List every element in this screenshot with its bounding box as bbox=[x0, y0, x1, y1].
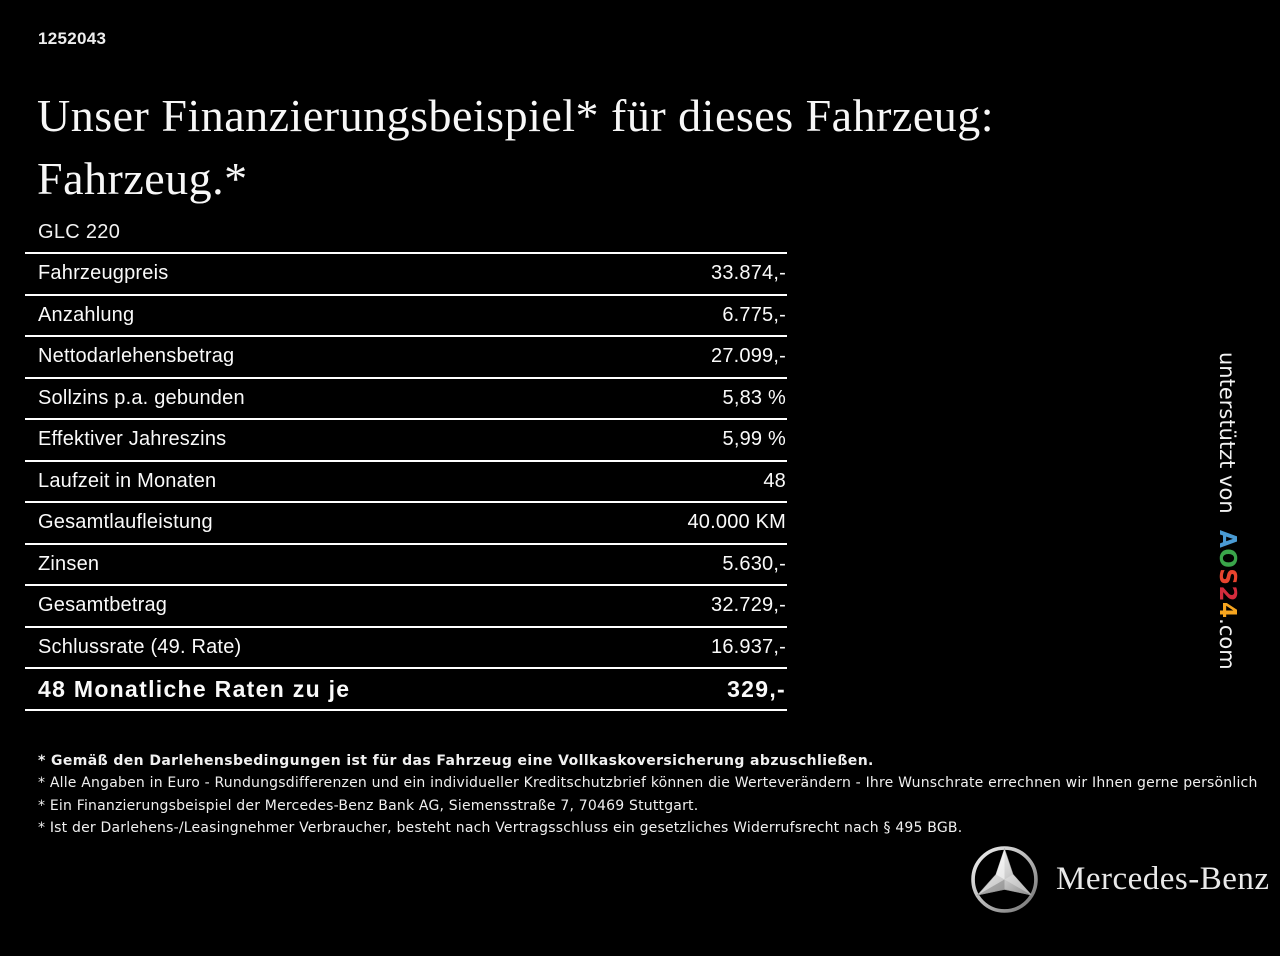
row-label: Laufzeit in Monaten bbox=[38, 469, 217, 492]
table-row bbox=[25, 543, 787, 585]
row-label: Anzahlung bbox=[38, 303, 135, 326]
supported-by-watermark bbox=[1214, 352, 1240, 712]
row-value: 27.099,- bbox=[711, 345, 786, 368]
row-value: 6.775,- bbox=[722, 303, 786, 326]
row-label: Fahrzeugpreis bbox=[38, 262, 169, 285]
aos24-letter-s: S bbox=[1214, 568, 1240, 586]
table-row bbox=[25, 584, 787, 626]
aos24-letter-2: 2 bbox=[1214, 585, 1240, 602]
row-label: Nettodarlehensbetrag bbox=[38, 345, 235, 368]
row-label: Gesamtlaufleistung bbox=[38, 511, 213, 534]
offer-id: 1252043 bbox=[38, 29, 107, 48]
row-label: Effektiver Jahreszins bbox=[38, 428, 227, 451]
footnote-bank: * Ein Finanzierungsbeispiel der Mercedes-Benz Bank AG, Siemensstraße 7, 70469 Stuttgart. bbox=[38, 797, 699, 814]
page-title bbox=[37, 84, 994, 210]
row-label: 48 Monatliche Raten zu je bbox=[38, 675, 351, 702]
aos24-logo bbox=[1214, 530, 1240, 618]
row-label: Schlussrate (49. Rate) bbox=[38, 635, 242, 658]
table-row bbox=[25, 460, 787, 502]
watermark-prefix: unterstützt von bbox=[1215, 352, 1239, 514]
footnote-insurance: * Gemäß den Darlehensbedingungen ist für das Fahrzeug eine Vollkaskoversicherung abzuschließen. bbox=[38, 753, 874, 769]
page-title-line2: Fahrzeug.* bbox=[37, 153, 248, 204]
mercedes-benz-brand bbox=[969, 844, 1270, 915]
row-value: 48 bbox=[763, 469, 786, 492]
row-value: 5,83 % bbox=[722, 386, 786, 409]
table-row bbox=[25, 294, 787, 336]
row-value: 33.874,- bbox=[711, 262, 786, 285]
row-value: 5,99 % bbox=[722, 428, 786, 451]
page-title-line1: Unser Finanzierungsbeispiel* für dieses Fahrzeug: bbox=[37, 90, 995, 141]
row-value: 5.630,- bbox=[722, 552, 786, 575]
table-row bbox=[25, 335, 787, 377]
table-row-monthly-rate-total bbox=[25, 667, 787, 711]
table-row bbox=[25, 501, 787, 543]
table-row bbox=[25, 252, 787, 294]
footnote-rounding: * Alle Angaben in Euro - Rundungsdifferenzen und ein individueller Kreditschutzbrief können die Werteverändern - Ihre Wunschrate errechnen wir Ihnen gerne persönlich bbox=[38, 775, 1258, 792]
row-value: 40.000 KM bbox=[687, 511, 786, 534]
row-label: Sollzins p.a. gebunden bbox=[38, 386, 245, 409]
mercedes-star-icon bbox=[969, 844, 1040, 915]
footnote-revocation: * Ist der Darlehens-/Leasingnehmer Verbraucher, besteht nach Vertragsschluss ein gesetzliches Widerrufsrecht nach § 495 BGB. bbox=[38, 819, 963, 836]
table-row bbox=[25, 377, 787, 419]
row-value: 329,- bbox=[727, 675, 786, 702]
table-row bbox=[25, 418, 787, 460]
row-value: 32.729,- bbox=[711, 594, 786, 617]
aos24-letter-a: A bbox=[1214, 529, 1240, 548]
aos24-letter-4: 4 bbox=[1214, 601, 1240, 619]
watermark-suffix: .com bbox=[1215, 618, 1239, 670]
footnotes bbox=[38, 750, 1258, 839]
mercedes-benz-wordmark: Mercedes-Benz bbox=[1056, 861, 1270, 897]
row-label: Gesamtbetrag bbox=[38, 594, 168, 617]
vehicle-model: GLC 220 bbox=[38, 221, 121, 243]
row-label: Zinsen bbox=[38, 552, 100, 575]
table-row bbox=[25, 626, 787, 668]
financing-table bbox=[25, 252, 787, 711]
aos24-letter-o: O bbox=[1214, 547, 1240, 569]
row-value: 16.937,- bbox=[711, 635, 786, 658]
